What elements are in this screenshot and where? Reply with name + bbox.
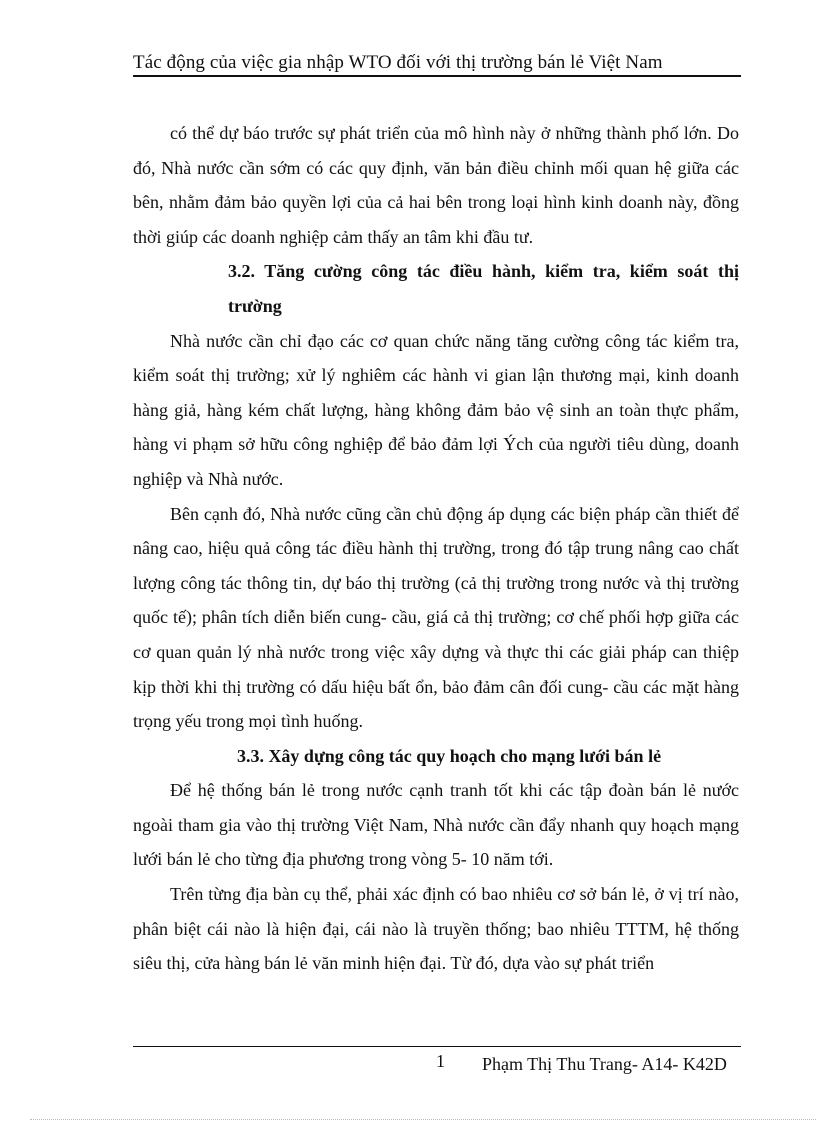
document-body [133,116,739,981]
paragraph-market-control: Nhà nước cần chỉ đạo các cơ quan chức năng tăng cường công tác kiểm tra, kiểm soát thị trường; xử lý nghiêm các hành vi gian lận thương mại, kinh doanh hàng giả, hàng kém chất lượng, hàng không đảm bảo vệ sinh an toàn thực phẩm, hàng vi phạm sở hữu công nghiệp để bảo đảm lợi Ých của người tiêu dùng, doanh nghiệp và Nhà nước. [133,330,739,489]
page-bottom-dotted-border [30,1119,816,1121]
paragraph-retail-locations: Trên từng địa bàn cụ thể, phải xác định có bao nhiêu cơ sở bán lẻ, ở vị trí nào, phân biệt cái nào là hiện đại, cái nào là truyền thống; bao nhiêu TTTM, hệ thống siêu thị, cửa hàng bán lẻ văn minh hiện đại. Từ đó, dựa vào sự phát triển [133,884,739,974]
paragraph-market-management: Bên cạnh đó, Nhà nước cũng cần chủ động áp dụng các biện pháp cần thiết để nâng cao, hiệu quả công tác điều hành thị trường, trong đó tập trung nâng cao chất lượng công tác thông tin, dự báo thị trường (cả thị trường trong nước và thị trường quốc tế); phân tích diễn biến cung- cầu, giá cả thị trường; cơ chế phối hợp giữa các cơ quan quản lý nhà nước trong việc xây dựng và thực thi các giải pháp can thiệp kịp thời khi thị trường có dấu hiệu bất ổn, bảo đảm cân đối cung- cầu các mặt hàng trọng yếu trong mọi tình huống. [133,503,739,732]
section-heading-3-2: 3.2. Tăng cường công tác điều hành, kiểm tra, kiểm soát thị trường [228,261,739,316]
running-header: Tác động của việc gia nhập WTO đối với thị trường bán lẻ Việt Nam [133,52,663,73]
section-heading-3-3: 3.3. Xây dựng công tác quy hoạch cho mạng lưới bán lẻ [236,745,662,766]
paragraph-retail-planning: Để hệ thống bán lẻ trong nước cạnh tranh tốt khi các tập đoàn bán lẻ nước ngoài tham gia vào thị trường Việt Nam, Nhà nước cần đẩy nhanh quy hoạch mạng lưới bán lẻ cho từng địa phương trong vòng 5- 10 năm tới. [133,780,739,870]
page-number: 1 [436,1051,445,1071]
header-rule [133,75,741,77]
footer-rule [133,1046,741,1047]
paragraph-continuation: có thể dự báo trước sự phát triển của mô hình này ở những thành phố lớn. Do đó, Nhà nước cần sớm có các quy định, văn bản điều chỉnh mối quan hệ giữa các bên, nhằm đảm bảo quyền lợi của cả hai bên trong loại hình kinh doanh này, đồng thời giúp các doanh nghiệp cảm thấy an tâm khi đầu tư. [133,123,739,247]
footer-author: Phạm Thị Thu Trang- A14- K42D [482,1054,727,1074]
